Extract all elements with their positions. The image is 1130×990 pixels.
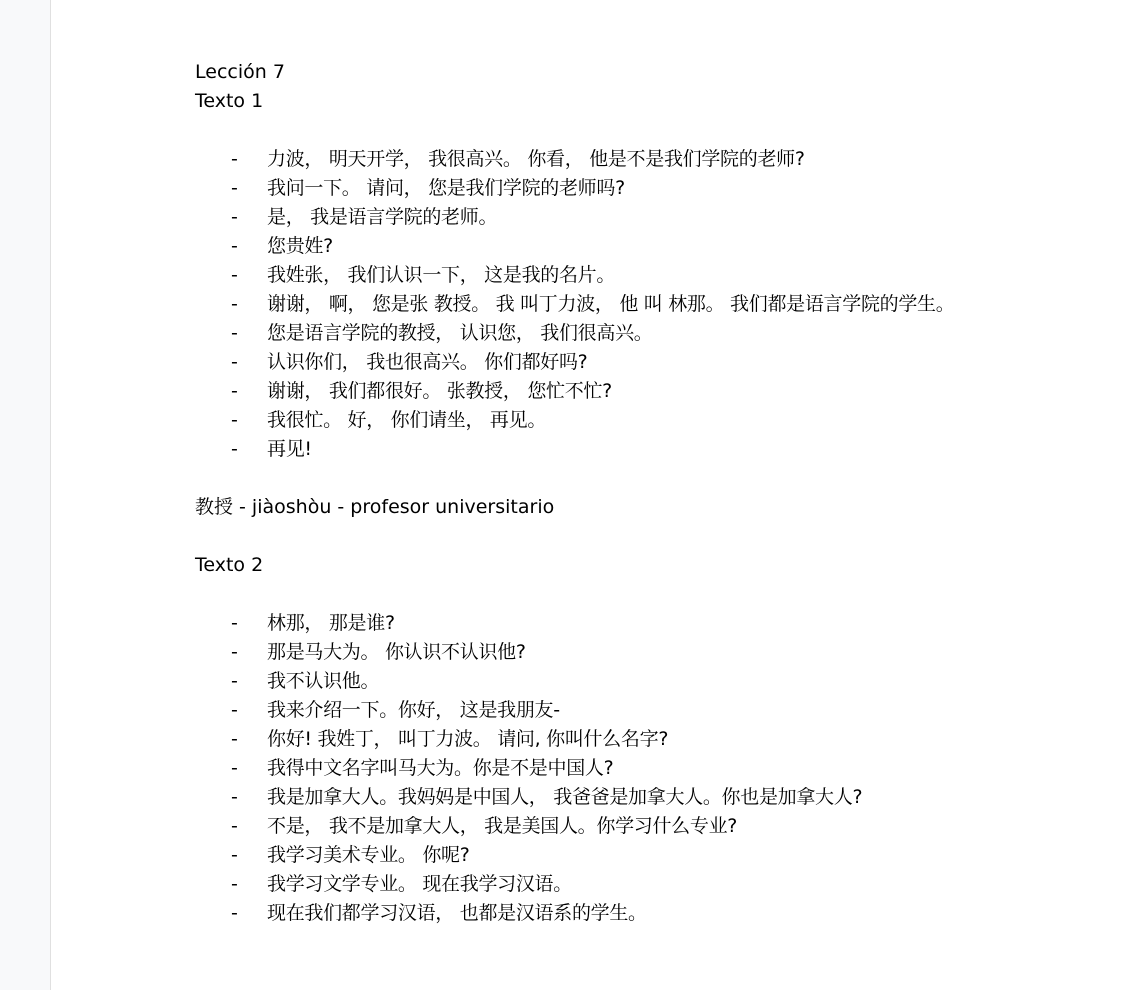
dialogue-text: 不是， 我不是加拿大人， 我是美国人。你学习什么专业? bbox=[267, 815, 738, 837]
dialogue-text: 你好! 我姓丁， 叫丁力波。 请问, 你叫什么名字? bbox=[267, 728, 669, 750]
dialogue-line bbox=[195, 696, 1125, 725]
dialogue-line bbox=[195, 754, 1125, 783]
dialogue-line bbox=[195, 261, 1125, 290]
dialogue-text: 那是马大为。 你认识不认识他? bbox=[267, 641, 526, 663]
blank-line bbox=[195, 116, 1125, 145]
dialogue-line bbox=[195, 435, 1125, 464]
dialogue-line bbox=[195, 232, 1125, 261]
dialogue-line bbox=[195, 290, 1125, 319]
dialogue-text: 您贵姓? bbox=[267, 235, 333, 257]
document-page[interactable] bbox=[51, 0, 1130, 990]
bullet-dash: - bbox=[231, 409, 238, 431]
bullet-dash: - bbox=[231, 786, 238, 808]
dialogue-text: 再见! bbox=[267, 438, 312, 460]
dialogue-line bbox=[195, 145, 1125, 174]
dialogue-text: 我是加拿大人。我妈妈是中国人， 我爸爸是加拿大人。你也是加拿大人? bbox=[267, 786, 863, 808]
text2-dialogue bbox=[195, 609, 1125, 928]
bullet-dash: - bbox=[231, 177, 238, 199]
text1-heading: Texto 1 bbox=[195, 90, 264, 112]
dialogue-line bbox=[195, 783, 1125, 812]
dialogue-line bbox=[195, 174, 1125, 203]
dialogue-text: 我不认识他。 bbox=[267, 670, 380, 692]
bullet-dash: - bbox=[231, 699, 238, 721]
bullet-dash: - bbox=[231, 873, 238, 895]
dialogue-text: 力波， 明天开学， 我很高兴。 你看， 他是不是我们学院的老师? bbox=[267, 148, 805, 170]
bullet-dash: - bbox=[231, 612, 238, 634]
bullet-dash: - bbox=[231, 902, 238, 924]
dialogue-line bbox=[195, 348, 1125, 377]
dialogue-line bbox=[195, 319, 1125, 348]
dialogue-text: 我学习美术专业。 你呢? bbox=[267, 844, 470, 866]
dialogue-text: 现在我们都学习汉语， 也都是汉语系的学生。 bbox=[267, 902, 647, 924]
bullet-dash: - bbox=[231, 844, 238, 866]
bullet-dash: - bbox=[231, 670, 238, 692]
dialogue-text: 我来介绍一下。你好， 这是我朋友- bbox=[267, 699, 560, 721]
bullet-dash: - bbox=[231, 264, 238, 286]
dialogue-line bbox=[195, 841, 1125, 870]
document-body[interactable] bbox=[195, 58, 1125, 928]
bullet-dash: - bbox=[231, 641, 238, 663]
dialogue-line bbox=[195, 899, 1125, 928]
dialogue-line bbox=[195, 638, 1125, 667]
dialogue-text: 我学习文学专业。 现在我学习汉语。 bbox=[267, 873, 572, 895]
bullet-dash: - bbox=[231, 757, 238, 779]
bullet-dash: - bbox=[231, 148, 238, 170]
dialogue-text: 您是语言学院的教授， 认识您， 我们很高兴。 bbox=[267, 322, 653, 344]
bullet-dash: - bbox=[231, 293, 238, 315]
dialogue-line bbox=[195, 377, 1125, 406]
dialogue-text: 认识你们， 我也很高兴。 你们都好吗? bbox=[267, 351, 588, 373]
dialogue-text: 我姓张， 我们认识一下， 这是我的名片。 bbox=[267, 264, 616, 286]
blank-line bbox=[195, 522, 1125, 551]
text2-heading: Texto 2 bbox=[195, 554, 264, 576]
left-gutter bbox=[0, 0, 51, 990]
dialogue-text: 谢谢， 我们都很好。 张教授， 您忙不忙? bbox=[267, 380, 612, 402]
dialogue-line bbox=[195, 725, 1125, 754]
dialogue-line bbox=[195, 667, 1125, 696]
blank-line bbox=[195, 580, 1125, 609]
dialogue-line bbox=[195, 609, 1125, 638]
bullet-dash: - bbox=[231, 380, 238, 402]
bullet-dash: - bbox=[231, 235, 238, 257]
lesson-title: Lección 7 bbox=[195, 61, 285, 83]
bullet-dash: - bbox=[231, 438, 238, 460]
dialogue-text: 林那， 那是谁? bbox=[267, 612, 395, 634]
bullet-dash: - bbox=[231, 728, 238, 750]
vocab-note: 教授 - jiàoshòu - profesor universitario bbox=[195, 496, 555, 518]
dialogue-line bbox=[195, 406, 1125, 435]
text1-dialogue bbox=[195, 145, 1125, 464]
dialogue-text: 谢谢， 啊， 您是张 教授。 我 叫丁力波， 他 叫 林那。 我们都是语言学院的学生。 bbox=[267, 293, 955, 315]
dialogue-text: 是， 我是语言学院的老师。 bbox=[267, 206, 498, 228]
dialogue-line bbox=[195, 812, 1125, 841]
dialogue-text: 我得中文名字叫马大为。你是不是中国人? bbox=[267, 757, 614, 779]
blank-line bbox=[195, 464, 1125, 493]
dialogue-text: 我问一下。 请问， 您是我们学院的老师吗? bbox=[267, 177, 625, 199]
dialogue-line bbox=[195, 870, 1125, 899]
bullet-dash: - bbox=[231, 815, 238, 837]
bullet-dash: - bbox=[231, 206, 238, 228]
bullet-dash: - bbox=[231, 322, 238, 344]
dialogue-line bbox=[195, 203, 1125, 232]
dialogue-text: 我很忙。 好， 你们请坐， 再见。 bbox=[267, 409, 547, 431]
bullet-dash: - bbox=[231, 351, 238, 373]
